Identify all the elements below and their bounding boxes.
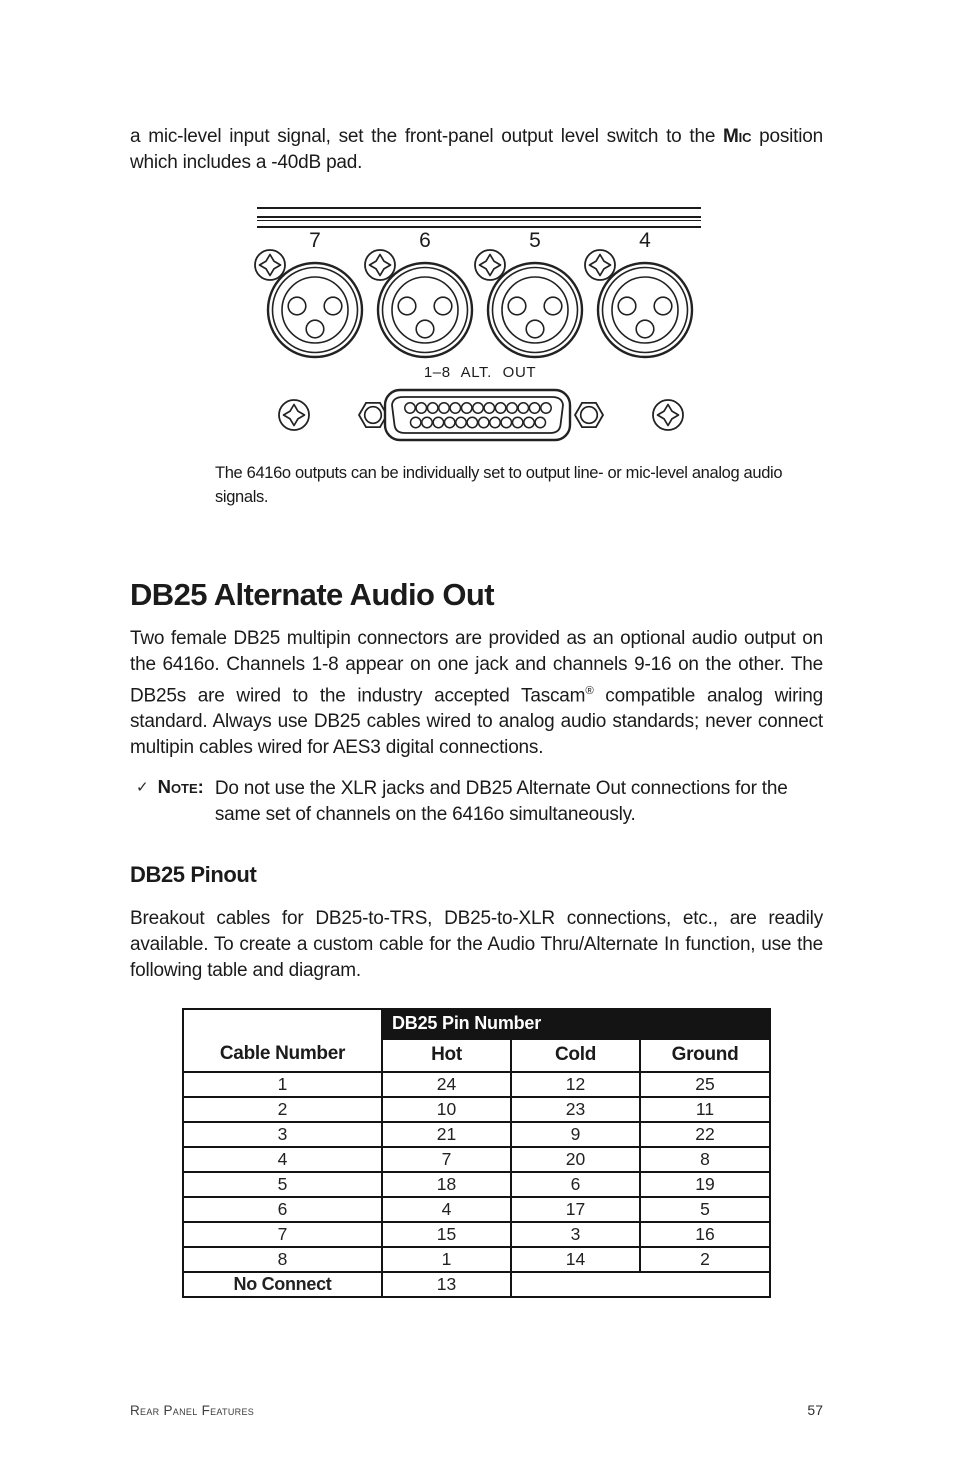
cold-cell: 14	[511, 1247, 640, 1272]
section-body-part1: Two female DB25 multipin connectors are provided as an optional audio output on the 6416o. Channels 1-8 appear on one jack and channels 9-16 on the other. The DB25s are wired to the industry accepted Tascam	[130, 628, 823, 707]
hex-nut-icon	[359, 403, 387, 427]
note-label: Note:	[157, 776, 204, 797]
no-connect-cell: No Connect	[183, 1272, 382, 1297]
panel-edge-line	[257, 207, 701, 209]
subsection-body: Breakout cables for DB25-to-TRS, DB25-to-XLR connections, etc., are readily available. To create a custom cable for the Audio Thru/Alternate In function, use the following table and diagram.	[130, 908, 823, 981]
table-row	[183, 1197, 770, 1222]
hot-cell: 24	[382, 1072, 511, 1097]
phillips-screw-icon	[585, 250, 615, 280]
phillips-screw-icon	[475, 250, 505, 280]
db25-alt-out-label: 1–8 ALT. OUT	[423, 364, 537, 381]
panel-edge-line	[257, 226, 701, 228]
ground-cell: 25	[640, 1072, 770, 1097]
xlr-channel-label: 6	[419, 229, 431, 252]
note-text: Do not use the XLR jacks and DB25 Alternate Out connections for the same set of channels on the 6416o simultaneously.	[214, 778, 788, 825]
xlr-channel-label: 7	[309, 229, 321, 252]
panel-edge-line	[257, 220, 701, 221]
checkmark-icon: ✓	[136, 779, 149, 796]
hot-header: Hot	[382, 1039, 511, 1072]
xlr-connector-icon	[251, 246, 367, 362]
cold-cell: 23	[511, 1097, 640, 1122]
phillips-screw-icon	[255, 250, 285, 280]
cable-cell: 1	[183, 1072, 382, 1097]
rear-panel-diagram	[0, 205, 954, 455]
table-row	[183, 1122, 770, 1147]
ground-header: Ground	[640, 1039, 770, 1072]
cold-cell: 9	[511, 1122, 640, 1147]
figure-caption: The 6416o outputs can be individually set to output line- or mic-level analog audio signals.	[215, 464, 783, 506]
ground-cell: 16	[640, 1222, 770, 1247]
hot-cell: 10	[382, 1097, 511, 1122]
pinout-table	[182, 1008, 771, 1298]
phillips-screw-icon	[653, 400, 683, 430]
no-connect-empty-cell	[511, 1272, 770, 1297]
table-row	[183, 1247, 770, 1272]
section-body-part2: compatible analog wiring standard. Always use DB25 cables wired to analog audio standards; never connect multipin cables wired for AES3 digital connections.	[130, 685, 823, 759]
section-body	[130, 626, 823, 761]
hot-cell: 15	[382, 1222, 511, 1247]
cable-cell: 7	[183, 1222, 382, 1247]
pinout-table-wrapper	[182, 1008, 771, 1298]
hex-nut-icon	[575, 403, 603, 427]
table-row	[183, 1097, 770, 1122]
section-title: DB25 Alternate Audio Out	[130, 577, 494, 612]
cold-cell: 6	[511, 1172, 640, 1197]
table-row	[183, 1222, 770, 1247]
phillips-screw-icon	[365, 250, 395, 280]
db25-pin-number-header: DB25 Pin Number	[382, 1009, 770, 1039]
cable-cell: 6	[183, 1197, 382, 1222]
page-number: 57	[807, 1402, 823, 1418]
table-row	[183, 1072, 770, 1097]
cold-cell: 12	[511, 1072, 640, 1097]
phillips-screw-icon	[279, 400, 309, 430]
intro-paragraph	[130, 124, 823, 176]
xlr-connector-icon	[471, 246, 587, 362]
ground-cell: 19	[640, 1172, 770, 1197]
db25-connector-icon	[277, 386, 685, 444]
panel-edge-line	[257, 216, 701, 218]
registered-mark: ®	[585, 685, 594, 697]
cold-cell: 3	[511, 1222, 640, 1247]
cable-number-header: Cable Number	[183, 1009, 382, 1072]
ground-cell: 22	[640, 1122, 770, 1147]
cold-header: Cold	[511, 1039, 640, 1072]
ground-cell: 2	[640, 1247, 770, 1272]
ground-cell: 8	[640, 1147, 770, 1172]
table-row	[183, 1172, 770, 1197]
cable-cell: 4	[183, 1147, 382, 1172]
cable-cell: 5	[183, 1172, 382, 1197]
hot-cell: 18	[382, 1172, 511, 1197]
xlr-connector-icon	[361, 246, 477, 362]
cold-cell: 17	[511, 1197, 640, 1222]
hot-cell: 4	[382, 1197, 511, 1222]
table-header-row-1	[183, 1009, 770, 1039]
hot-cell: 13	[382, 1272, 511, 1297]
cable-cell: 2	[183, 1097, 382, 1122]
hot-cell: 1	[382, 1247, 511, 1272]
cable-cell: 8	[183, 1247, 382, 1272]
cable-cell: 3	[183, 1122, 382, 1147]
xlr-channel-label: 4	[639, 229, 651, 252]
table-row	[183, 1147, 770, 1172]
ground-cell: 11	[640, 1097, 770, 1122]
ground-cell: 5	[640, 1197, 770, 1222]
note-block	[136, 776, 826, 828]
xlr-channel-label: 5	[529, 229, 541, 252]
page-footer	[130, 1402, 823, 1418]
hot-cell: 7	[382, 1147, 511, 1172]
intro-text-before: a mic-level input signal, set the front-panel output level switch to the	[130, 126, 724, 147]
subsection-title: DB25 Pinout	[130, 862, 257, 887]
footer-section-name: Rear Panel Features	[130, 1403, 255, 1418]
mic-bold-text: Mic	[723, 126, 752, 147]
hot-cell: 21	[382, 1122, 511, 1147]
xlr-connector-icon	[581, 246, 697, 362]
cold-cell: 20	[511, 1147, 640, 1172]
table-row-no-connect	[183, 1272, 770, 1297]
intro-text-after: position which includes a -40dB pad.	[130, 126, 823, 173]
